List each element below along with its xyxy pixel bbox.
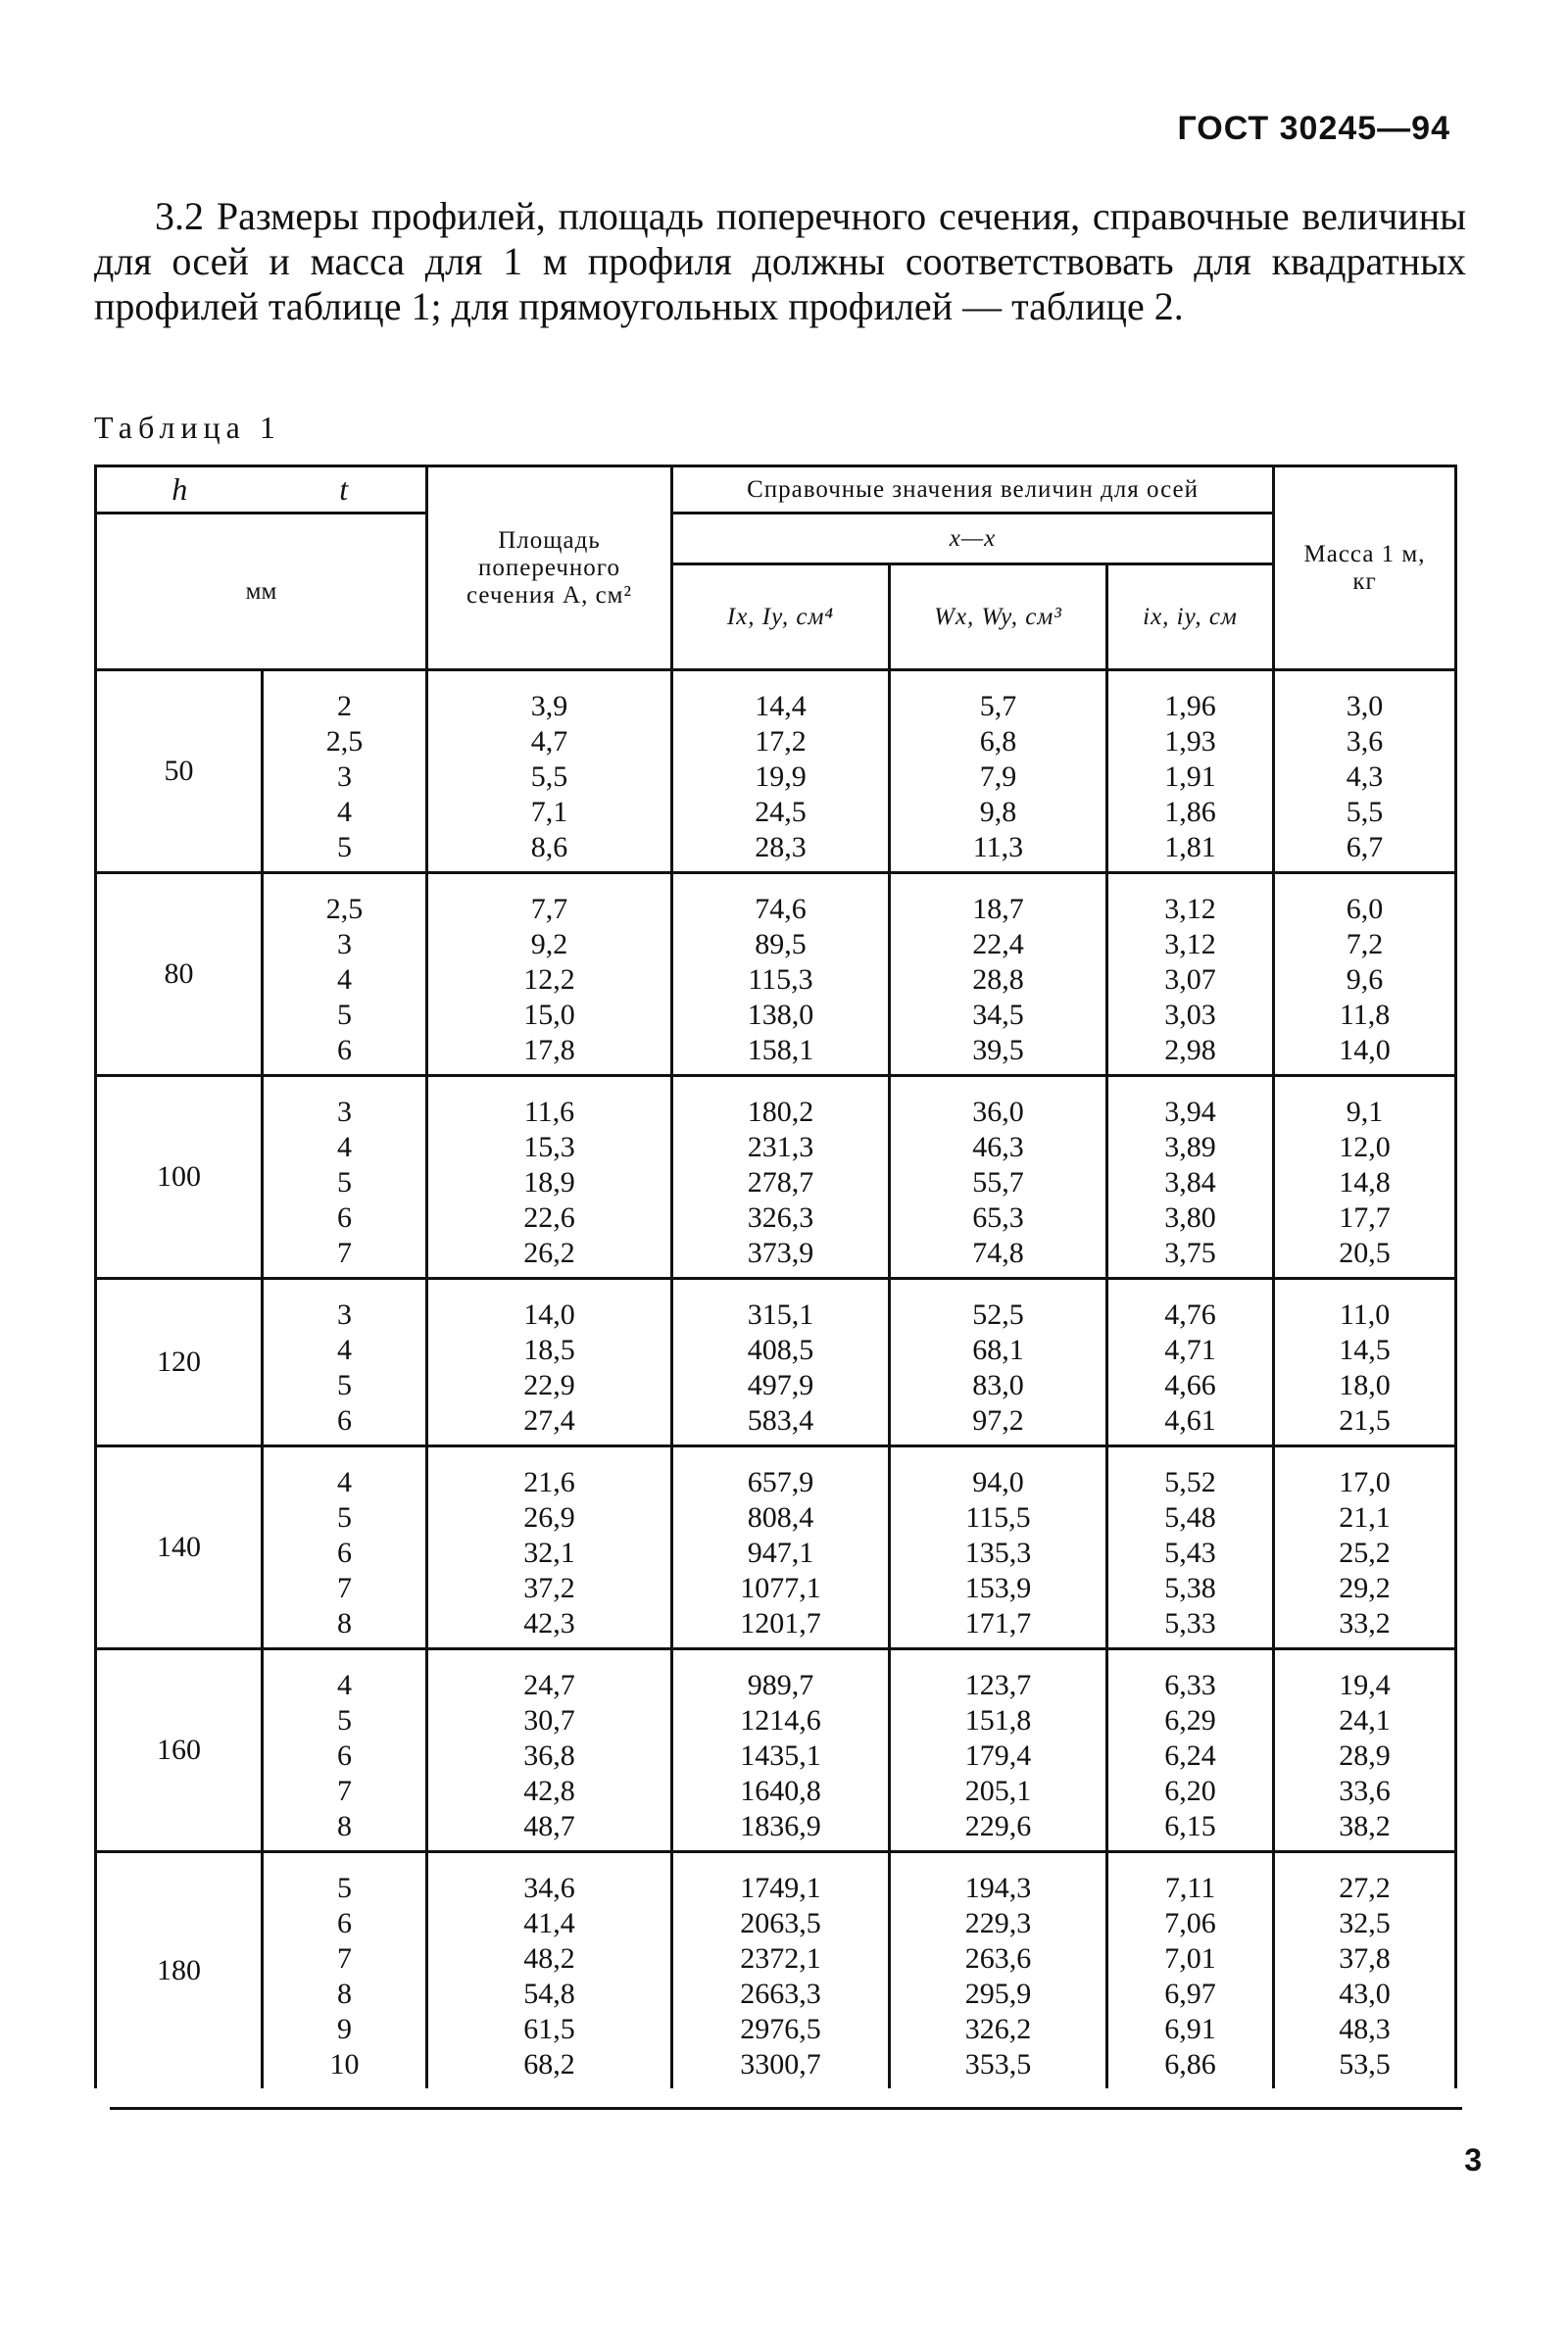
cell-value: 24,5 <box>755 796 807 828</box>
cell-moment-inertia <box>672 1279 890 1446</box>
cell-value: 5,33 <box>1164 1607 1216 1640</box>
cell-mass <box>1274 1649 1456 1852</box>
cell-area <box>427 873 672 1076</box>
cell-thickness <box>263 1076 427 1279</box>
cell-value: 263,6 <box>964 1942 1032 1975</box>
header-section-modulus: Wx, Wy, см³ <box>890 564 1107 670</box>
cell-value: 6,8 <box>979 725 1017 758</box>
cell-value: 3 <box>337 1298 352 1331</box>
cell-mass <box>1274 1852 1456 2089</box>
cell-value: 19,9 <box>755 760 807 793</box>
cell-value: 808,4 <box>747 1501 814 1534</box>
cell-value: 3300,7 <box>740 2048 821 2081</box>
cell-value: 14,0 <box>1339 1034 1391 1066</box>
cell-value: 4,71 <box>1164 1334 1216 1366</box>
cell-value: 4 <box>337 1334 352 1366</box>
cell-value: 6,91 <box>1164 2013 1216 2045</box>
table-bottom-rule <box>110 2107 1462 2110</box>
cell-value: 9 <box>337 2013 352 2045</box>
cell-value: 42,8 <box>523 1775 575 1807</box>
header-axis: x—x <box>672 514 1274 564</box>
table-row <box>96 873 1456 1076</box>
cell-value: 5,52 <box>1164 1466 1216 1498</box>
cell-value: 4 <box>337 1669 352 1701</box>
table-row <box>96 670 1456 873</box>
cell-value: 20,5 <box>1339 1237 1391 1269</box>
cell-value: 1,86 <box>1164 796 1216 828</box>
cell-value: 52,5 <box>972 1298 1024 1331</box>
cell-value: 28,9 <box>1339 1739 1391 1772</box>
cell-value: 28,8 <box>972 963 1024 996</box>
cell-value: 38,2 <box>1339 1810 1391 1842</box>
cell-radius-gyration <box>1107 1279 1274 1446</box>
cell-value: 43,0 <box>1339 1978 1391 2010</box>
cell-value: 373,9 <box>747 1237 814 1269</box>
cell-value: 123,7 <box>964 1669 1032 1701</box>
header-reference: Справочные значения величин для осей <box>672 466 1274 514</box>
cell-value: 14,0 <box>523 1298 575 1331</box>
cell-mass <box>1274 670 1456 873</box>
cell-value: 6,86 <box>1164 2048 1216 2081</box>
cell-value: 4 <box>337 1466 352 1498</box>
cell-value: 7,9 <box>979 760 1017 793</box>
cell-value: 17,7 <box>1339 1201 1391 1234</box>
cell-value: 657,9 <box>747 1466 814 1498</box>
cell-value: 138,0 <box>747 999 814 1031</box>
intro-paragraph: 3.2 Размеры профилей, площадь поперечного сечения, справочные величины для осей и масса для 1 м профиля должны соответствовать для квадратных профилей таблице 1; для прямоугольных профилей — таблице 2. <box>94 194 1466 328</box>
cell-moment-inertia <box>672 670 890 873</box>
cell-value: 326,2 <box>964 2013 1032 2045</box>
cell-value: 6 <box>337 1907 352 1939</box>
cell-value: 5 <box>337 999 352 1031</box>
table-row <box>96 1076 1456 1279</box>
cell-value: 34,6 <box>523 1872 575 1904</box>
cell-value: 7,1 <box>530 796 568 828</box>
cell-value: 5,5 <box>1346 796 1384 828</box>
cell-mass <box>1274 1446 1456 1649</box>
cell-mass <box>1274 873 1456 1076</box>
cell-radius-gyration <box>1107 1446 1274 1649</box>
cell-value: 26,9 <box>523 1501 575 1534</box>
cell-value: 15,3 <box>523 1131 575 1163</box>
cell-value: 14,5 <box>1339 1334 1391 1366</box>
cell-value: 61,5 <box>523 2013 575 2045</box>
cell-value: 32,5 <box>1339 1907 1391 1939</box>
cell-value: 8 <box>337 1607 352 1640</box>
cell-value: 7,01 <box>1164 1942 1216 1975</box>
cell-value: 4,7 <box>530 725 568 758</box>
cell-section-modulus <box>890 1279 1107 1446</box>
cell-height: 50 <box>96 670 263 873</box>
cell-value: 33,2 <box>1339 1607 1391 1640</box>
cell-value: 18,5 <box>523 1334 575 1366</box>
cell-value: 115,5 <box>965 1501 1031 1534</box>
cell-value: 94,0 <box>972 1466 1024 1498</box>
table-row <box>96 1852 1456 2089</box>
cell-value: 37,2 <box>523 1572 575 1604</box>
cell-value: 1077,1 <box>740 1572 821 1604</box>
cell-value: 3,07 <box>1164 963 1216 996</box>
cell-value: 83,0 <box>972 1369 1024 1401</box>
cell-value: 9,8 <box>979 796 1017 828</box>
cell-value: 29,2 <box>1339 1572 1391 1604</box>
cell-value: 55,7 <box>972 1166 1024 1199</box>
cell-value: 151,8 <box>964 1704 1032 1737</box>
cell-value: 5 <box>337 1166 352 1199</box>
cell-value: 8,6 <box>530 831 568 863</box>
cell-value: 68,1 <box>972 1334 1024 1366</box>
cell-value: 15,0 <box>523 999 575 1031</box>
header-mass: Масса 1 м, кг <box>1274 466 1456 670</box>
cell-value: 22,6 <box>523 1201 575 1234</box>
cell-value: 2663,3 <box>740 1978 821 2010</box>
cell-area <box>427 1446 672 1649</box>
cell-section-modulus <box>890 1852 1107 2089</box>
cell-value: 22,4 <box>972 928 1024 960</box>
cell-value: 5,38 <box>1164 1572 1216 1604</box>
cell-value: 6,0 <box>1346 893 1384 925</box>
cell-value: 10 <box>329 2048 360 2081</box>
cell-value: 3,75 <box>1164 1237 1216 1269</box>
cell-value: 19,4 <box>1339 1669 1391 1701</box>
cell-value: 1749,1 <box>740 1872 821 1904</box>
cell-area <box>427 670 672 873</box>
cell-value: 7,2 <box>1346 928 1384 960</box>
cell-value: 7,11 <box>1164 1872 1216 1904</box>
cell-value: 326,3 <box>747 1201 814 1234</box>
cell-moment-inertia <box>672 1446 890 1649</box>
cell-value: 3,94 <box>1164 1096 1216 1128</box>
cell-thickness <box>263 1446 427 1649</box>
cell-value: 179,4 <box>964 1739 1032 1772</box>
cell-radius-gyration <box>1107 1649 1274 1852</box>
cell-value: 7 <box>337 1775 352 1807</box>
cell-value: 353,5 <box>964 2048 1032 2081</box>
cell-value: 53,5 <box>1339 2048 1391 2081</box>
cell-value: 48,7 <box>523 1810 575 1842</box>
cell-value: 6,7 <box>1346 831 1384 863</box>
cell-value: 1435,1 <box>740 1739 821 1772</box>
cell-thickness <box>263 1279 427 1446</box>
cell-section-modulus <box>890 1076 1107 1279</box>
header-units: мм <box>96 514 427 670</box>
table-row <box>96 1446 1456 1649</box>
header-radius-gyration: ix, iy, см <box>1107 564 1274 670</box>
cell-value: 36,8 <box>523 1739 575 1772</box>
cell-value: 5,5 <box>530 760 568 793</box>
cell-value: 180,2 <box>747 1096 814 1128</box>
cell-value: 497,9 <box>747 1369 814 1401</box>
cell-value: 3,0 <box>1346 690 1384 722</box>
cell-value: 11,0 <box>1339 1298 1391 1331</box>
cell-value: 36,0 <box>972 1096 1024 1128</box>
cell-value: 25,2 <box>1339 1537 1391 1569</box>
cell-area <box>427 1649 672 1852</box>
cell-value: 6,24 <box>1164 1739 1216 1772</box>
cell-height: 160 <box>96 1649 263 1852</box>
cell-area <box>427 1076 672 1279</box>
table-row <box>96 1649 1456 1852</box>
cell-value: 3,89 <box>1164 1131 1216 1163</box>
cell-value: 9,2 <box>530 928 568 960</box>
cell-moment-inertia <box>672 1076 890 1279</box>
header-h: h <box>96 466 263 514</box>
cell-value: 583,4 <box>747 1404 814 1437</box>
cell-value: 21,6 <box>523 1466 575 1498</box>
table-header <box>96 466 1456 670</box>
cell-value: 3,6 <box>1346 725 1384 758</box>
cell-value: 18,9 <box>523 1166 575 1199</box>
cell-value: 2063,5 <box>740 1907 821 1939</box>
cell-value: 7 <box>337 1942 352 1975</box>
cell-value: 4,3 <box>1346 760 1384 793</box>
cell-value: 1836,9 <box>740 1810 821 1842</box>
cell-value: 27,2 <box>1339 1872 1391 1904</box>
cell-height: 80 <box>96 873 263 1076</box>
cell-value: 1214,6 <box>740 1704 821 1737</box>
page-number: 3 <box>1464 2142 1482 2178</box>
cell-value: 18,7 <box>972 893 1024 925</box>
cell-value: 21,5 <box>1339 1404 1391 1437</box>
cell-value: 46,3 <box>972 1131 1024 1163</box>
cell-value: 65,3 <box>972 1201 1024 1234</box>
cell-value: 6 <box>337 1404 352 1437</box>
cell-value: 11,3 <box>972 831 1024 863</box>
cell-value: 74,6 <box>755 893 807 925</box>
cell-value: 5,43 <box>1164 1537 1216 1569</box>
cell-value: 2,5 <box>325 725 364 758</box>
cell-value: 3 <box>337 928 352 960</box>
cell-value: 4 <box>337 1131 352 1163</box>
cell-value: 6 <box>337 1739 352 1772</box>
cell-value: 2976,5 <box>740 2013 821 2045</box>
cell-value: 74,8 <box>972 1237 1024 1269</box>
cell-radius-gyration <box>1107 873 1274 1076</box>
cell-value: 89,5 <box>755 928 807 960</box>
cell-moment-inertia <box>672 873 890 1076</box>
cell-value: 3 <box>337 760 352 793</box>
cell-value: 7,7 <box>530 893 568 925</box>
table-body <box>96 670 1456 2089</box>
cell-mass <box>1274 1076 1456 1279</box>
cell-value: 17,8 <box>523 1034 575 1066</box>
cell-value: 947,1 <box>747 1537 814 1569</box>
cell-value: 2,5 <box>325 893 364 925</box>
cell-section-modulus <box>890 873 1107 1076</box>
cell-value: 5 <box>337 1872 352 1904</box>
cell-moment-inertia <box>672 1649 890 1852</box>
cell-value: 278,7 <box>747 1166 814 1199</box>
cell-value: 153,9 <box>964 1572 1032 1604</box>
cell-value: 2372,1 <box>740 1942 821 1975</box>
cell-value: 39,5 <box>972 1034 1024 1066</box>
cell-value: 5 <box>337 1369 352 1401</box>
cell-value: 229,6 <box>964 1810 1032 1842</box>
cell-value: 4,61 <box>1164 1404 1216 1437</box>
header-area: Площадь поперечного сечения A, см² <box>427 466 672 670</box>
cell-value: 4 <box>337 796 352 828</box>
cell-value: 229,3 <box>964 1907 1032 1939</box>
cell-height: 120 <box>96 1279 263 1446</box>
cell-value: 7,06 <box>1164 1907 1216 1939</box>
cell-value: 3,03 <box>1164 999 1216 1031</box>
cell-value: 2,98 <box>1164 1034 1216 1066</box>
cell-value: 4,66 <box>1164 1369 1216 1401</box>
cell-section-modulus <box>890 670 1107 873</box>
cell-thickness <box>263 1649 427 1852</box>
cell-value: 24,7 <box>523 1669 575 1701</box>
cell-value: 33,6 <box>1339 1775 1391 1807</box>
cell-value: 3,9 <box>530 690 568 722</box>
cell-value: 41,4 <box>523 1907 575 1939</box>
cell-value: 30,7 <box>523 1704 575 1737</box>
cell-value: 6 <box>337 1034 352 1066</box>
cell-value: 6,15 <box>1164 1810 1216 1842</box>
cell-value: 8 <box>337 1810 352 1842</box>
cell-value: 27,4 <box>523 1404 575 1437</box>
cell-value: 4,76 <box>1164 1298 1216 1331</box>
cell-height: 100 <box>96 1076 263 1279</box>
cell-value: 1,81 <box>1164 831 1216 863</box>
table-row <box>96 1279 1456 1446</box>
header-moment-inertia: Ix, Iy, см⁴ <box>672 564 890 670</box>
cell-value: 48,3 <box>1339 2013 1391 2045</box>
document-code: ГОСТ 30245—94 <box>1177 110 1450 147</box>
cell-value: 14,4 <box>755 690 807 722</box>
cell-thickness <box>263 873 427 1076</box>
cell-value: 5 <box>337 1501 352 1534</box>
cell-value: 1,91 <box>1164 760 1216 793</box>
cell-value: 12,0 <box>1339 1131 1391 1163</box>
cell-value: 6,33 <box>1164 1669 1216 1701</box>
cell-value: 5,7 <box>979 690 1017 722</box>
cell-value: 5 <box>337 1704 352 1737</box>
cell-value: 158,1 <box>747 1034 814 1066</box>
cell-value: 115,3 <box>748 963 813 996</box>
header-t: t <box>263 466 427 514</box>
cell-value: 28,3 <box>755 831 807 863</box>
cell-thickness <box>263 670 427 873</box>
cell-area <box>427 1279 672 1446</box>
cell-value: 7 <box>337 1572 352 1604</box>
cell-value: 205,1 <box>964 1775 1032 1807</box>
cell-value: 6 <box>337 1537 352 1569</box>
cell-section-modulus <box>890 1649 1107 1852</box>
cell-value: 17,2 <box>755 725 807 758</box>
cell-mass <box>1274 1279 1456 1446</box>
cell-value: 3,12 <box>1164 928 1216 960</box>
cell-value: 6 <box>337 1201 352 1234</box>
cell-value: 135,3 <box>964 1537 1032 1569</box>
cell-value: 14,8 <box>1339 1166 1391 1199</box>
cell-value: 4 <box>337 963 352 996</box>
cell-value: 68,2 <box>523 2048 575 2081</box>
cell-value: 171,7 <box>964 1607 1032 1640</box>
cell-area <box>427 1852 672 2089</box>
cell-value: 21,1 <box>1339 1501 1391 1534</box>
cell-value: 32,1 <box>523 1537 575 1569</box>
cell-value: 408,5 <box>747 1334 814 1366</box>
cell-value: 1,96 <box>1164 690 1216 722</box>
cell-value: 295,9 <box>964 1978 1032 2010</box>
cell-value: 5 <box>337 831 352 863</box>
cell-radius-gyration <box>1107 1852 1274 2089</box>
cell-value: 2 <box>337 690 352 722</box>
cell-value: 26,2 <box>523 1237 575 1269</box>
cell-value: 42,3 <box>523 1607 575 1640</box>
table-caption: Таблица 1 <box>94 410 281 445</box>
cell-radius-gyration <box>1107 1076 1274 1279</box>
cell-value: 1201,7 <box>740 1607 821 1640</box>
cell-value: 11,6 <box>523 1096 575 1128</box>
cell-value: 22,9 <box>523 1369 575 1401</box>
cell-value: 3,80 <box>1164 1201 1216 1234</box>
profiles-table <box>94 465 1457 2088</box>
cell-value: 315,1 <box>747 1298 814 1331</box>
cell-value: 1640,8 <box>740 1775 821 1807</box>
cell-value: 24,1 <box>1339 1704 1391 1737</box>
cell-height: 140 <box>96 1446 263 1649</box>
cell-value: 5,48 <box>1164 1501 1216 1534</box>
cell-value: 12,2 <box>523 963 575 996</box>
cell-value: 7 <box>337 1237 352 1269</box>
cell-value: 9,1 <box>1346 1096 1384 1128</box>
cell-height: 180 <box>96 1852 263 2089</box>
cell-moment-inertia <box>672 1852 890 2089</box>
cell-value: 37,8 <box>1339 1942 1391 1975</box>
cell-value: 9,6 <box>1346 963 1384 996</box>
cell-thickness <box>263 1852 427 2089</box>
cell-value: 48,2 <box>523 1942 575 1975</box>
cell-value: 8 <box>337 1978 352 2010</box>
cell-value: 1,93 <box>1164 725 1216 758</box>
cell-value: 3,12 <box>1164 893 1216 925</box>
cell-value: 6,20 <box>1164 1775 1216 1807</box>
cell-value: 3,84 <box>1164 1166 1216 1199</box>
cell-value: 6,97 <box>1164 1978 1216 2010</box>
cell-radius-gyration <box>1107 670 1274 873</box>
cell-value: 194,3 <box>964 1872 1032 1904</box>
cell-value: 18,0 <box>1339 1369 1391 1401</box>
cell-value: 231,3 <box>747 1131 814 1163</box>
cell-value: 989,7 <box>747 1669 814 1701</box>
cell-value: 6,29 <box>1164 1704 1216 1737</box>
cell-value: 3 <box>337 1096 352 1128</box>
cell-value: 54,8 <box>523 1978 575 2010</box>
cell-section-modulus <box>890 1446 1107 1649</box>
cell-value: 34,5 <box>972 999 1024 1031</box>
cell-value: 17,0 <box>1339 1466 1391 1498</box>
cell-value: 97,2 <box>972 1404 1024 1437</box>
cell-value: 11,8 <box>1339 999 1391 1031</box>
